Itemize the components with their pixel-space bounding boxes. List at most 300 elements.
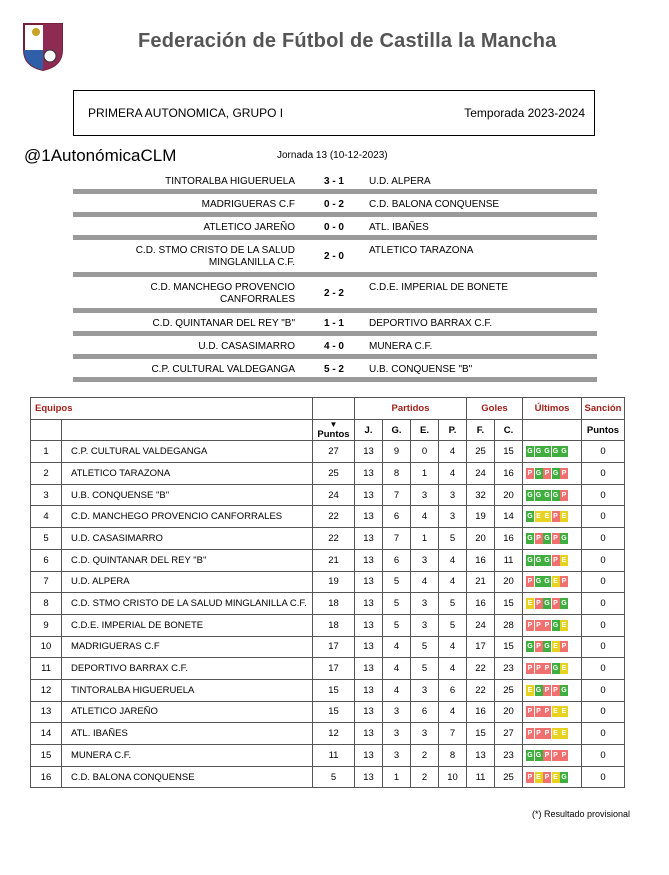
lost-cell: 4 xyxy=(439,463,467,485)
sanction-points-cell: 0 xyxy=(582,593,625,615)
result-badge: G xyxy=(544,448,550,456)
result-badge: P xyxy=(536,730,541,738)
sort-down-icon: ▼ xyxy=(329,419,338,429)
lost-cell: 10 xyxy=(439,766,467,788)
points-cell: 15 xyxy=(313,679,355,701)
points-cell: 18 xyxy=(313,614,355,636)
played-cell: 13 xyxy=(355,701,383,723)
drawn-cell: 0 xyxy=(411,441,439,463)
match-score: 0 - 2 xyxy=(323,199,344,210)
drawn-cell: 3 xyxy=(411,549,439,571)
won-cell: 4 xyxy=(383,679,411,701)
won-cell: 3 xyxy=(383,723,411,745)
match-separator xyxy=(73,212,597,217)
result-badge: P xyxy=(527,730,533,738)
header-p: P. xyxy=(439,419,467,441)
drawn-cell: 4 xyxy=(411,571,439,593)
result-badge: G xyxy=(527,534,533,542)
table-row xyxy=(31,636,625,658)
result-badge: G xyxy=(561,773,567,781)
sanction-points-cell: 0 xyxy=(582,441,625,463)
goals-for-cell: 16 xyxy=(467,549,495,571)
drawn-cell: 6 xyxy=(411,701,439,723)
team-name-cell[interactable]: C.D. BALONA CONQUENSE xyxy=(62,766,313,788)
goals-for-cell: 22 xyxy=(467,679,495,701)
last-results-cell xyxy=(523,614,582,636)
result-badge: E xyxy=(553,708,558,716)
table-row xyxy=(31,766,625,788)
goals-against-cell: 16 xyxy=(495,528,523,550)
team-name-cell[interactable]: DEPORTIVO BARRAX C.F. xyxy=(62,658,313,680)
won-cell: 3 xyxy=(383,701,411,723)
played-cell: 13 xyxy=(355,679,383,701)
result-badge: P xyxy=(527,773,533,781)
match-away-team: C.D. BALONA CONQUENSE xyxy=(369,199,500,210)
goals-for-cell: 16 xyxy=(467,701,495,723)
result-badge: P xyxy=(544,621,550,629)
header-blank xyxy=(523,419,582,441)
points-cell: 12 xyxy=(313,723,355,745)
last-results-cell xyxy=(523,571,582,593)
match-separator xyxy=(73,308,597,313)
points-cell: 21 xyxy=(313,549,355,571)
played-cell: 13 xyxy=(355,441,383,463)
points-cell: 19 xyxy=(313,571,355,593)
played-cell: 13 xyxy=(355,506,383,528)
team-name-cell[interactable]: ATL. IBAÑES xyxy=(62,723,313,745)
match-away-team: ATL. IBAÑES xyxy=(369,222,429,233)
result-badge: G xyxy=(527,556,533,564)
result-badge: E xyxy=(561,621,567,629)
match-away-team: C.D.E. IMPERIAL DE BONETE xyxy=(369,282,509,293)
result-badge: G xyxy=(535,448,542,456)
goals-for-cell: 19 xyxy=(467,506,495,528)
result-badge: P xyxy=(553,534,558,542)
result-badge: P xyxy=(536,600,541,608)
played-cell: 13 xyxy=(355,571,383,593)
last-results-cell xyxy=(523,658,582,680)
result-badge: P xyxy=(561,469,567,477)
header-blank xyxy=(313,398,355,420)
result-badge: P xyxy=(536,534,541,542)
result-badge: E xyxy=(561,556,567,564)
team-name-cell[interactable]: U.B. CONQUENSE "B" xyxy=(62,484,313,506)
position-cell: 11 xyxy=(31,658,62,680)
sanction-points-cell: 0 xyxy=(582,484,625,506)
won-cell: 4 xyxy=(383,658,411,680)
won-cell: 4 xyxy=(383,636,411,658)
position-cell: 12 xyxy=(31,679,62,701)
result-badge: G xyxy=(561,448,567,456)
result-badge: P xyxy=(561,751,567,759)
match-separator xyxy=(73,235,597,240)
table-row xyxy=(31,463,625,485)
points-cell: 22 xyxy=(313,528,355,550)
lost-cell: 4 xyxy=(439,571,467,593)
header-sancion-puntos: Puntos xyxy=(582,419,625,441)
jornada-label: Jornada 13 (10-12-2023) xyxy=(277,150,388,161)
standings-table xyxy=(30,397,625,788)
last-results-cell xyxy=(523,766,582,788)
match-separator xyxy=(73,377,597,382)
last-results-cell xyxy=(523,593,582,615)
played-cell: 13 xyxy=(355,636,383,658)
drawn-cell: 3 xyxy=(411,679,439,701)
table-row xyxy=(31,506,625,528)
table-row xyxy=(31,723,625,745)
result-badge: P xyxy=(527,665,533,673)
match-home-team: C.D. QUINTANAR DEL REY "B" xyxy=(152,318,295,329)
result-badge: E xyxy=(536,773,541,781)
lost-cell: 5 xyxy=(439,528,467,550)
result-badge: P xyxy=(553,686,558,694)
goals-for-cell: 21 xyxy=(467,571,495,593)
lost-cell: 7 xyxy=(439,723,467,745)
goals-against-cell: 16 xyxy=(495,463,523,485)
played-cell: 13 xyxy=(355,549,383,571)
result-badge: G xyxy=(535,491,542,499)
lost-cell: 4 xyxy=(439,701,467,723)
won-cell: 6 xyxy=(383,506,411,528)
points-cell: 27 xyxy=(313,441,355,463)
lost-cell: 4 xyxy=(439,441,467,463)
lost-cell: 5 xyxy=(439,614,467,636)
match-score: 5 - 2 xyxy=(323,364,344,375)
social-handle: @1AutonómicaCLM xyxy=(24,146,177,165)
drawn-cell: 4 xyxy=(411,506,439,528)
last-results-cell xyxy=(523,549,582,571)
header-e: E. xyxy=(411,419,439,441)
result-badge: P xyxy=(544,730,550,738)
lost-cell: 4 xyxy=(439,636,467,658)
team-name-cell[interactable]: C.D.E. IMPERIAL DE BONETE xyxy=(62,614,313,636)
match-row xyxy=(73,245,595,271)
result-badge: G xyxy=(552,621,559,629)
points-cell: 11 xyxy=(313,745,355,767)
result-badge: E xyxy=(561,665,567,673)
drawn-cell: 5 xyxy=(411,636,439,658)
result-badge: P xyxy=(561,491,567,499)
header-blank xyxy=(31,419,62,441)
last-results-cell xyxy=(523,723,582,745)
team-name-cell[interactable]: TINTORALBA HIGUERUELA xyxy=(62,679,313,701)
table-row xyxy=(31,549,625,571)
match-separator xyxy=(73,272,597,277)
points-cell: 25 xyxy=(313,463,355,485)
result-badge: E xyxy=(561,708,567,716)
result-badge: E xyxy=(553,773,558,781)
result-badge: P xyxy=(553,513,558,521)
goals-for-cell: 24 xyxy=(467,614,495,636)
table-row xyxy=(31,614,625,636)
result-badge: G xyxy=(527,643,533,651)
match-score: 3 - 1 xyxy=(323,176,344,187)
result-badge: P xyxy=(536,708,541,716)
result-badge: G xyxy=(535,686,542,694)
team-name-cell[interactable]: MADRIGUERAS C.F xyxy=(62,636,313,658)
sanction-points-cell: 0 xyxy=(582,571,625,593)
last-results-cell xyxy=(523,679,582,701)
header-partidos: Partidos xyxy=(355,398,467,420)
result-badge: P xyxy=(544,665,550,673)
result-badge: P xyxy=(553,751,558,759)
team-name-cell[interactable]: C.D. MANCHEGO PROVENCIO CANFORRALES xyxy=(62,506,313,528)
match-away-team: DEPORTIVO BARRAX C.F. xyxy=(369,318,493,329)
played-cell: 13 xyxy=(355,593,383,615)
match-home-team: U.D. CASASIMARRO xyxy=(198,341,295,352)
result-badge: G xyxy=(561,600,567,608)
result-badge: E xyxy=(544,513,550,521)
points-cell: 22 xyxy=(313,506,355,528)
played-cell: 13 xyxy=(355,658,383,680)
sanction-points-cell: 0 xyxy=(582,723,625,745)
points-cell: 15 xyxy=(313,701,355,723)
goals-for-cell: 16 xyxy=(467,593,495,615)
table-row xyxy=(31,571,625,593)
result-badge: G xyxy=(544,556,550,564)
result-badge: G xyxy=(535,556,542,564)
goals-for-cell: 15 xyxy=(467,723,495,745)
position-cell: 14 xyxy=(31,723,62,745)
header-puntos-label: Puntos xyxy=(317,428,350,440)
position-cell: 2 xyxy=(31,463,62,485)
org-title: Federación de Fútbol de Castilla la Mancha xyxy=(138,30,557,52)
drawn-cell: 3 xyxy=(411,593,439,615)
header-equipos: Equipos xyxy=(31,398,313,420)
goals-against-cell: 20 xyxy=(495,701,523,723)
match-home-team: TINTORALBA HIGUERUELA xyxy=(165,176,295,187)
result-badge: G xyxy=(544,643,550,651)
position-cell: 13 xyxy=(31,701,62,723)
won-cell: 5 xyxy=(383,593,411,615)
result-badge: P xyxy=(553,600,558,608)
match-home-team: C.D. STMO CRISTO DE LA SALUD MINGLANILLA C.F. xyxy=(135,245,295,268)
result-badge: G xyxy=(552,491,559,499)
last-results-cell xyxy=(523,636,582,658)
goals-against-cell: 23 xyxy=(495,745,523,767)
last-results-cell xyxy=(523,701,582,723)
last-results-cell xyxy=(523,463,582,485)
won-cell: 3 xyxy=(383,745,411,767)
header-c: C. xyxy=(495,419,523,441)
won-cell: 7 xyxy=(383,484,411,506)
drawn-cell: 5 xyxy=(411,658,439,680)
goals-against-cell: 25 xyxy=(495,679,523,701)
result-badge: P xyxy=(527,621,533,629)
match-separator xyxy=(73,331,597,336)
goals-against-cell: 23 xyxy=(495,658,523,680)
header-blank xyxy=(62,419,313,441)
match-row xyxy=(73,282,595,308)
result-badge: G xyxy=(527,513,533,521)
goals-for-cell: 20 xyxy=(467,528,495,550)
won-cell: 8 xyxy=(383,463,411,485)
lost-cell: 4 xyxy=(439,549,467,571)
drawn-cell: 2 xyxy=(411,745,439,767)
goals-against-cell: 11 xyxy=(495,549,523,571)
points-cell: 5 xyxy=(313,766,355,788)
team-name-cell[interactable]: ATLETICO JAREÑO xyxy=(62,701,313,723)
last-results-cell xyxy=(523,506,582,528)
sanction-points-cell: 0 xyxy=(582,463,625,485)
goals-for-cell: 13 xyxy=(467,745,495,767)
result-badge: G xyxy=(535,751,542,759)
won-cell: 5 xyxy=(383,614,411,636)
sanction-points-cell: 0 xyxy=(582,766,625,788)
footnote: (*) Resultado provisional xyxy=(532,809,631,819)
result-badge: P xyxy=(561,578,567,586)
goals-against-cell: 15 xyxy=(495,636,523,658)
team-name-cell[interactable]: U.D. ALPERA xyxy=(62,571,313,593)
won-cell: 1 xyxy=(383,766,411,788)
lost-cell: 3 xyxy=(439,506,467,528)
position-cell: 9 xyxy=(31,614,62,636)
position-cell: 4 xyxy=(31,506,62,528)
result-badge: P xyxy=(536,643,541,651)
drawn-cell: 1 xyxy=(411,528,439,550)
position-cell: 10 xyxy=(31,636,62,658)
result-badge: P xyxy=(544,686,550,694)
match-home-team: C.D. MANCHEGO PROVENCIO CANFORRALES xyxy=(150,282,295,305)
result-badge: E xyxy=(536,513,541,521)
sanction-points-cell: 0 xyxy=(582,549,625,571)
result-badge: E xyxy=(527,600,533,608)
federation-logo xyxy=(20,20,66,72)
played-cell: 13 xyxy=(355,766,383,788)
sanction-points-cell: 0 xyxy=(582,528,625,550)
match-separator xyxy=(73,189,597,194)
result-badge: E xyxy=(553,578,558,586)
team-name-cell[interactable]: C.D. QUINTANAR DEL REY "B" xyxy=(62,549,313,571)
result-badge: E xyxy=(561,730,567,738)
result-badge: P xyxy=(536,665,541,673)
result-badge: P xyxy=(544,708,550,716)
team-name-cell[interactable]: ATLETICO TARAZONA xyxy=(62,463,313,485)
table-row xyxy=(31,441,625,463)
match-home-team: ATLETICO JAREÑO xyxy=(203,222,295,233)
lost-cell: 3 xyxy=(439,484,467,506)
points-cell: 24 xyxy=(313,484,355,506)
header-goles: Goles xyxy=(467,398,523,420)
table-row xyxy=(31,679,625,701)
header-g: G. xyxy=(383,419,411,441)
points-cell: 18 xyxy=(313,593,355,615)
team-name-cell[interactable]: U.D. CASASIMARRO xyxy=(62,528,313,550)
won-cell: 5 xyxy=(383,571,411,593)
sanction-points-cell: 0 xyxy=(582,636,625,658)
result-badge: G xyxy=(552,448,559,456)
match-separator xyxy=(73,354,597,359)
goals-for-cell: 24 xyxy=(467,463,495,485)
result-badge: P xyxy=(527,469,533,477)
result-badge: G xyxy=(527,491,533,499)
drawn-cell: 2 xyxy=(411,766,439,788)
drawn-cell: 3 xyxy=(411,614,439,636)
played-cell: 13 xyxy=(355,463,383,485)
sanction-points-cell: 0 xyxy=(582,745,625,767)
result-badge: G xyxy=(544,578,550,586)
goals-against-cell: 25 xyxy=(495,766,523,788)
goals-against-cell: 15 xyxy=(495,593,523,615)
header-ultimos: Últimos xyxy=(523,398,582,420)
last-results-cell xyxy=(523,745,582,767)
result-badge: P xyxy=(544,469,550,477)
match-home-team: MADRIGUERAS C.F xyxy=(201,199,295,210)
goals-for-cell: 22 xyxy=(467,658,495,680)
points-cell: 17 xyxy=(313,658,355,680)
played-cell: 13 xyxy=(355,723,383,745)
last-results-cell xyxy=(523,528,582,550)
drawn-cell: 3 xyxy=(411,484,439,506)
result-badge: G xyxy=(552,665,559,673)
lost-cell: 8 xyxy=(439,745,467,767)
table-row xyxy=(31,593,625,615)
team-name-cell[interactable]: C.P. CULTURAL VALDEGANGA xyxy=(62,441,313,463)
result-badge: G xyxy=(544,600,550,608)
position-cell: 15 xyxy=(31,745,62,767)
match-score: 2 - 0 xyxy=(323,251,344,262)
won-cell: 9 xyxy=(383,441,411,463)
league-name: PRIMERA AUTONOMICA, GRUPO I xyxy=(88,106,284,120)
header-puntos[interactable] xyxy=(313,419,355,441)
last-results-cell xyxy=(523,484,582,506)
match-away-team: ATLETICO TARAZONA xyxy=(369,245,474,256)
goals-against-cell: 20 xyxy=(495,484,523,506)
points-cell: 17 xyxy=(313,636,355,658)
sanction-points-cell: 0 xyxy=(582,679,625,701)
match-away-team: U.B. CONQUENSE "B" xyxy=(369,364,473,375)
result-badge: P xyxy=(544,751,550,759)
won-cell: 7 xyxy=(383,528,411,550)
played-cell: 13 xyxy=(355,745,383,767)
result-badge: G xyxy=(561,686,567,694)
team-name-cell[interactable]: MUNERA C.F. xyxy=(62,745,313,767)
lost-cell: 4 xyxy=(439,658,467,680)
goals-for-cell: 25 xyxy=(467,441,495,463)
played-cell: 13 xyxy=(355,614,383,636)
result-badge: G xyxy=(527,448,533,456)
lost-cell: 6 xyxy=(439,679,467,701)
team-name-cell[interactable]: C.D. STMO CRISTO DE LA SALUD MINGLANILLA C.F. xyxy=(62,593,313,615)
position-cell: 1 xyxy=(31,441,62,463)
goals-against-cell: 15 xyxy=(495,441,523,463)
goals-against-cell: 20 xyxy=(495,571,523,593)
sanction-points-cell: 0 xyxy=(582,701,625,723)
result-badge: E xyxy=(527,686,533,694)
goals-against-cell: 27 xyxy=(495,723,523,745)
sanction-points-cell: 0 xyxy=(582,614,625,636)
league-header-box xyxy=(73,90,595,136)
sanction-points-cell: 0 xyxy=(582,506,625,528)
result-badge: E xyxy=(561,513,567,521)
result-badge: P xyxy=(544,773,550,781)
match-score: 1 - 1 xyxy=(323,318,344,329)
result-badge: G xyxy=(535,469,542,477)
match-away-team: MUNERA C.F. xyxy=(369,341,433,352)
header-j: J. xyxy=(355,419,383,441)
table-row xyxy=(31,745,625,767)
table-row xyxy=(31,701,625,723)
table-row xyxy=(31,484,625,506)
standings-body xyxy=(31,441,625,788)
result-badge: G xyxy=(552,469,559,477)
result-badge: E xyxy=(553,643,558,651)
match-score: 4 - 0 xyxy=(323,341,344,352)
drawn-cell: 3 xyxy=(411,723,439,745)
position-cell: 3 xyxy=(31,484,62,506)
result-badge: G xyxy=(561,534,567,542)
match-home-team: C.P. CULTURAL VALDEGANGA xyxy=(151,364,295,375)
